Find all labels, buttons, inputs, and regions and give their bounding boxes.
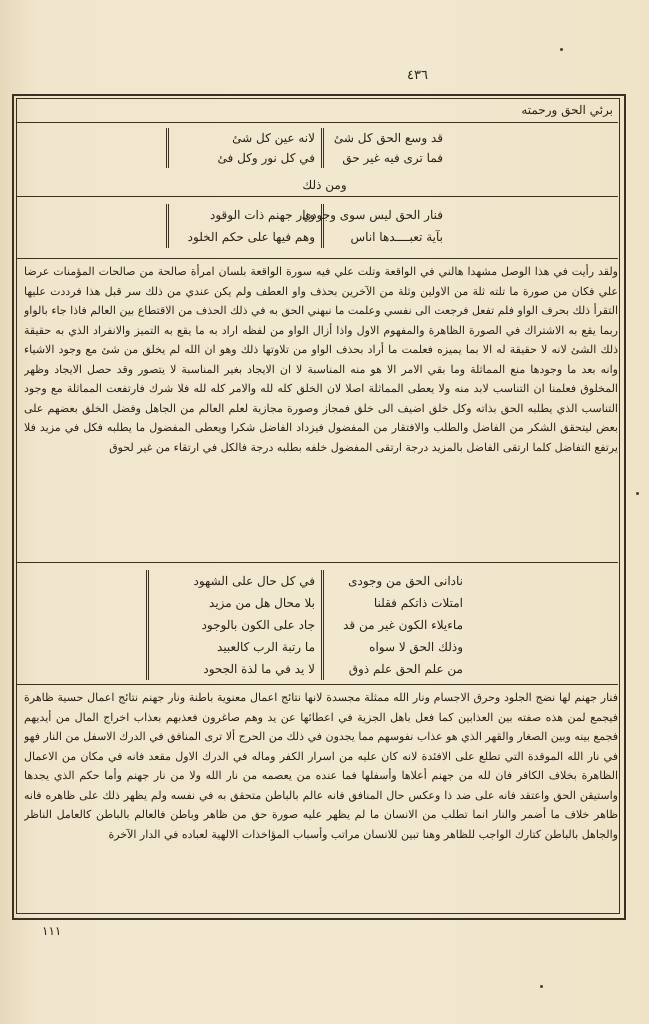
verse-column-right (327, 128, 449, 168)
ink-speck (560, 48, 563, 51)
verse-line: لا يد في ما لذة الجحود (203, 662, 315, 676)
verse-block-1 (0, 128, 649, 173)
verse-line: ونار جهنم ذات الوقود (209, 208, 315, 222)
verse-block-3 (0, 570, 649, 680)
ink-speck (636, 492, 639, 495)
verse-line: في كل نور وكل فئ (217, 151, 315, 165)
signature-mark: ١١١ (42, 924, 62, 938)
verse-line: فنار الحق ليس سوى وجودي (301, 208, 443, 222)
page-number: ٤٣٦ (407, 68, 428, 83)
verse-line: ماءيلاء الكون غير من قد (343, 618, 463, 632)
rule (16, 122, 618, 123)
rule (16, 684, 618, 685)
rule (16, 562, 618, 563)
body-paragraph: ولقد رأيت في هذا الوصل مشهدا هالني في الواقعة وتلت علي فيه سورة الواقعة بلسان امرأة صالحة من صالحات المؤمنات عرضا علي فكان من صورة ما تلته ثلة من الاولين وثلة من الآخرين بحذف واو العطف ولم يكن عندي من ذلك سر قبل هذا فرددت عليها التقرأ ذلك بحرف الواو فلم تفعل فرجعت الى نفسي وعلمت ما نبهني الحق به في ذلك الحذف من الاقتطاع بين العالم فاذا جاء بالواو ربما يقع به الاشتراك في الصورة الظاهرة والمفهوم الاول واذا أزال الواو من لفظه اراد به ما يقع به التميز والانفراد الذي به حقيقة ذلك الشئ لانه لا حقيقة له الا بما يميزه فعلمت ما أراد بحذف الواو من تلاوتها ذلك وهو ان الله لم يخلق من شئ مع وجود الاشياء وانه بعد ما وجودها منع المماثلة وما بقي الامر الا هو منه المناسبة لا ان الايجاد بغير المناسبة لا يتصور وقد حصل الايجاد وظهر المخلوق فعلمنا ان التناسب لابد منه ولا يعطى المماثلة اصلا لان الخلق كله لله والامر كله لله فلا شرك فارتفعت المماثلة مع وجود التناسب الذي يطلبه الحق بذاته وكل خلق اضيف الى خلق فمجاز وصورة مجازية لعلم العالم من الجاهل وفضل الخلق بعضهم على بعض ليتحقق الشكر من الفاضل والطلب والافتقار من المفضول فيزداد الفاضل شكرا ويعطى المفضول ما يطلبه فكل في مزيد فلا يرتفع التفاضل كلما ارتقى الفاضل بالمزيد درجة ارتقى المفضول خلفه بطلبه درجة فالكل في ارتقاء من غير لحوق (24, 265, 618, 454)
verse-line: امتلات ذاتكم فقلنا (373, 596, 463, 610)
verse-block-2 (0, 204, 649, 256)
ink-speck (540, 985, 543, 988)
verse-line: من علم الحق علم ذوق (348, 662, 463, 676)
verse-line: ما رتبة الرب كالعبيد (217, 640, 315, 654)
verse-line: بآية تعبــــدها اناس (350, 230, 443, 244)
verse-line: وذلك الحق لا سواه (369, 640, 463, 654)
verse-column-left (146, 570, 324, 680)
verse-column-left (166, 128, 324, 168)
body-paragraph: فنار جهنم لها نضج الجلود وحرق الاجسام ونار الله ممثلة مجسدة لانها نتائج اعمال معنوية باطنة ونار جهنم نتائج اعمال حسية ظاهرة فيجمع لمن هذه صفته بين العذابين كما فعل باهل الجزية في اعطائها عن يد وهم صاغرون فعذبهم بعذاب اخراج المال من أيديهم فجمع بينه وبين الصغار والقهر الذي هو عذاب نفوسهم مما يجدون في ذلك من الحرج ألا ترى المنافق في الدرك الاسفل من النار فهو في نار الله الموقدة التي تطلع على الافئدة لانه كان عليه من اسرار الكفر وماله في الدرك الاول مقعد فانه في مكان من الاعمال الظاهرة بخلاف الكافر فان لله من جهنم أعلاها وأسفلها فما عنده من يعصمه من نار الله ولا من نار جهنم وأما حكم الذي يجدها واستيقن الحق واعتقد فانه على ضد ذا وعكس حال المنافق فانه عالم بالباطن متحقق به في نفسه ولم يظهر ذلك على ظاهره فانه ظاهر خلاف ما أضمر والنار انما تطلب من الانسان ما لم يظهر عليه صورة حق من ظاهر وباطن فالعالم بالباطن كالعامل الناظر والجاهل بالباطن كتارك الواجب للظاهر وهنا تبين للانسان مراتب وأسباب المؤاخذات الالهية لعباده في الدار الآخرة (24, 691, 618, 841)
verse-column-right (307, 570, 469, 680)
verse-line: في كل حال على الشهود (193, 574, 315, 588)
verse-line: نادانى الحق من وجودى (348, 574, 463, 588)
verse-line: جاد على الكون بالوجود (201, 618, 315, 632)
rule (16, 258, 618, 259)
verse-line: وهم فيها على حكم الخلود (187, 230, 315, 244)
verse-column-right (297, 204, 449, 248)
verse-line: لانه عين كل شئ (232, 131, 315, 145)
section-heading: ومن ذلك (302, 178, 347, 192)
section-heading: برئي الحق ورحمته (521, 103, 613, 117)
verse-line: فما ترى فيه غير حق (342, 151, 443, 165)
verse-line: بلا محال هل من مزيد (209, 596, 315, 610)
verse-line: قد وسع الحق كل شئ (333, 131, 443, 145)
rule (16, 196, 618, 197)
